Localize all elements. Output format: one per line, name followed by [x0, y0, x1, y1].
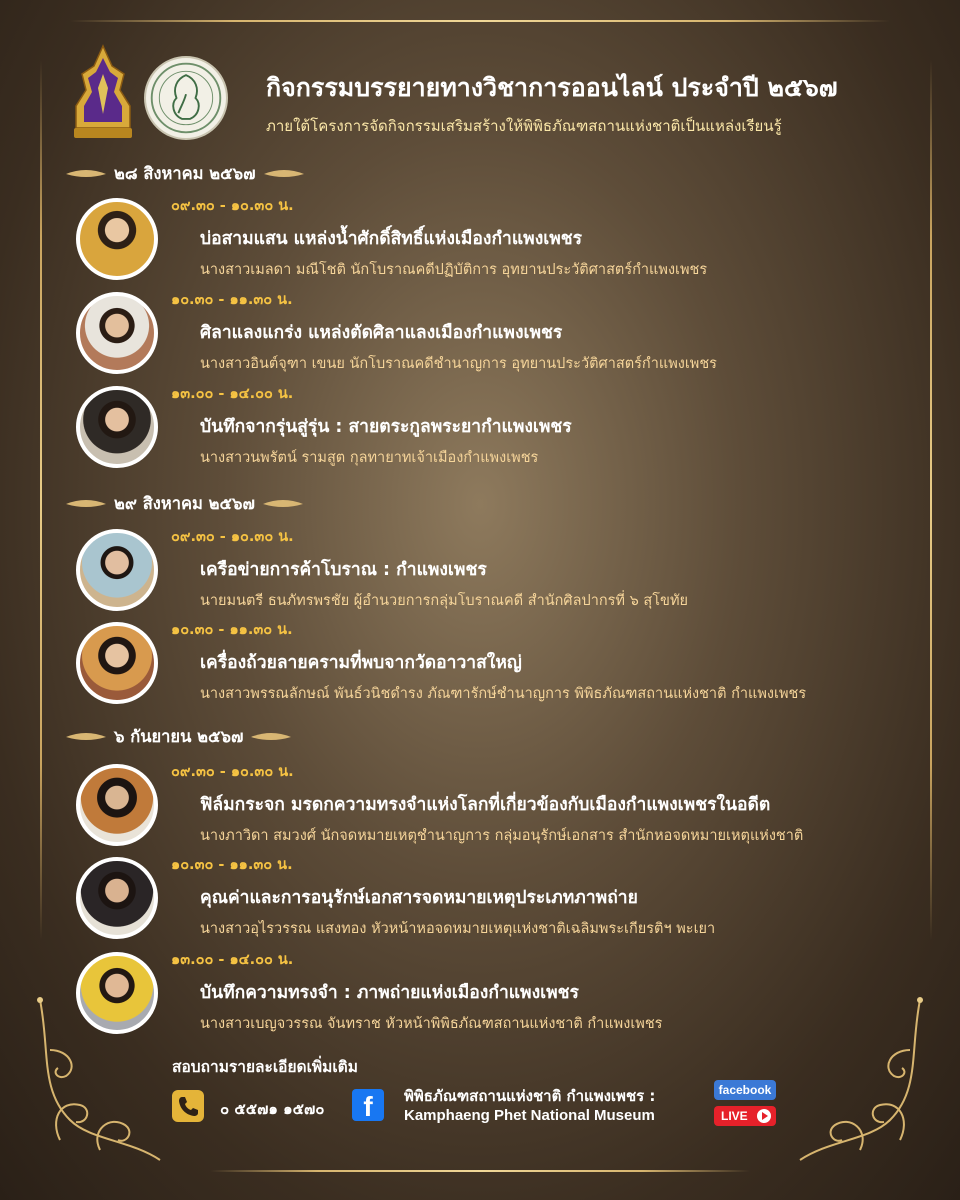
bottom-frame-line	[210, 1170, 750, 1172]
header	[70, 44, 930, 144]
session-item	[76, 292, 936, 388]
session-speaker: นางสาวอินต์จุฑา เขนย นักโบราณคดีชำนาญการ อุทยานประวัติศาสตร์กำแพงเพชร	[200, 356, 717, 372]
session-item	[76, 386, 936, 482]
phone-icon[interactable]	[172, 1090, 204, 1122]
top-frame-line	[70, 20, 890, 22]
session-item	[76, 622, 936, 718]
ornament-right-icon	[263, 498, 303, 510]
play-icon	[757, 1109, 771, 1123]
left-frame-line	[40, 60, 42, 940]
date-heading-day-2	[66, 490, 303, 518]
session-speaker: นางสาวเมลดา มณีโชติ นักโบราณคดีปฏิบัติการ อุทยานประวัติศาสตร์กำแพงเพชร	[200, 262, 708, 278]
ornament-right-icon	[251, 731, 291, 743]
session-item	[76, 198, 936, 294]
session-item	[76, 764, 936, 860]
session-time: ๑๐.๓๐ - ๑๑.๓๐ น.	[171, 622, 293, 638]
session-speaker: นางสาวอุไรวรรณ แสงทอง หัวหน้าหอจดหมายเหตุแห่งชาติเฉลิมพระเกียรติฯ พะเยา	[200, 921, 716, 937]
ornament-left-icon	[66, 168, 106, 180]
session-time: ๑๓.๐๐ - ๑๔.๐๐ น.	[171, 952, 294, 968]
session-topic: บันทึกจากรุ่นสู่รุ่น : สายตระกูลพระยากำแพงเพชร	[200, 417, 572, 437]
date-text: ๒๘ สิงหาคม ๒๕๖๗	[114, 164, 256, 183]
speaker-avatar	[76, 198, 158, 280]
session-speaker: นางภาวิดา สมวงศ์ นักจดหมายเหตุชำนาญการ กลุ่มอนุรักษ์เอกสาร สำนักหอจดหมายเหตุแห่งชาติ	[200, 828, 804, 844]
live-label: LIVE	[721, 1109, 748, 1123]
corner-swirl-right-icon	[780, 990, 930, 1170]
session-topic: บ่อสามแสน แหล่งน้ำศักดิ์สิทธิ์แห่งเมืองกำแพงเพชร	[200, 229, 583, 249]
session-time: ๑๓.๐๐ - ๑๔.๐๐ น.	[171, 386, 294, 402]
facebook-page-name-en[interactable]: Kamphaeng Phet National Museum	[404, 1107, 655, 1124]
session-time: ๐๙.๓๐ - ๑๐.๓๐ น.	[171, 198, 294, 214]
session-topic: ฟิล์มกระจก มรดกความทรงจำแห่งโลกที่เกี่ยวข้องกับเมืองกำแพงเพชรในอดีต	[200, 795, 771, 815]
speaker-avatar	[76, 292, 158, 374]
session-topic: เครื่องถ้วยลายครามที่พบจากวัดอาวาสใหญ่	[200, 653, 522, 673]
speaker-avatar	[76, 386, 158, 468]
facebook-badge[interactable]: facebook	[714, 1080, 776, 1100]
session-topic: ศิลาแลงแกร่ง แหล่งตัดศิลาแลงเมืองกำแพงเพชร	[200, 323, 563, 343]
facebook-icon[interactable]: f	[352, 1089, 384, 1121]
session-item	[76, 857, 936, 953]
page-title: กิจกรรมบรรยายทางวิชาการออนไลน์ ประจำปี ๒๕๖๗	[266, 73, 838, 102]
session-time: ๐๙.๓๐ - ๑๐.๓๐ น.	[171, 529, 294, 545]
session-topic: คุณค่าและการอนุรักษ์เอกสารจดหมายเหตุประเภทภาพถ่าย	[200, 888, 638, 908]
speaker-avatar	[76, 529, 158, 611]
date-heading-day-1	[66, 160, 304, 188]
session-item	[76, 529, 936, 625]
session-topic: เครือข่ายการค้าโบราณ : กำแพงเพชร	[200, 560, 487, 580]
speaker-avatar	[76, 857, 158, 939]
session-time: ๐๙.๓๐ - ๑๐.๓๐ น.	[171, 764, 294, 780]
facebook-page-name-th[interactable]: พิพิธภัณฑสถานแห่งชาติ กำแพงเพชร :	[404, 1087, 656, 1105]
session-speaker: นางสาวเบญจวรรณ จันทราช หัวหน้าพิพิธภัณฑสถานแห่งชาติ กำแพงเพชร	[200, 1016, 663, 1032]
session-speaker: นางสาวนพรัตน์ รามสูต กุลทายาทเจ้าเมืองกำแพงเพชร	[200, 450, 539, 466]
live-badge[interactable]	[714, 1106, 776, 1126]
ganesha-seal-logo	[144, 56, 228, 140]
date-heading-day-3	[66, 723, 291, 751]
fine-arts-department-logo	[72, 44, 134, 140]
session-speaker: นางสาวพรรณลักษณ์ พันธ์วนิชดำรง ภัณฑารักษ์ชำนาญการ พิพิธภัณฑสถานแห่งชาติ กำแพงเพชร	[200, 686, 807, 702]
session-speaker: นายมนตรี ธนภัทรพรชัย ผู้อำนวยการกลุ่มโบราณคดี สำนักศิลปากรที่ ๖ สุโขทัย	[200, 593, 688, 609]
contact-title: สอบถามรายละเอียดเพิ่มเติม	[172, 1058, 358, 1076]
corner-swirl-left-icon	[30, 990, 180, 1170]
ornament-right-icon	[264, 168, 304, 180]
session-time: ๑๐.๓๐ - ๑๑.๓๐ น.	[171, 292, 293, 308]
session-time: ๑๐.๓๐ - ๑๑.๓๐ น.	[171, 857, 293, 873]
speaker-avatar	[76, 622, 158, 704]
phone-number[interactable]: ๐ ๕๕๗๑ ๑๕๗๐	[220, 1100, 325, 1118]
date-text: ๒๙ สิงหาคม ๒๕๖๗	[114, 494, 255, 513]
ornament-left-icon	[66, 731, 106, 743]
ornament-left-icon	[66, 498, 106, 510]
date-text: ๖ กันยายน ๒๕๖๗	[114, 727, 244, 746]
speaker-avatar	[76, 764, 158, 846]
session-topic: บันทึกความทรงจำ : ภาพถ่ายแห่งเมืองกำแพงเพชร	[200, 983, 579, 1003]
page-subtitle: ภายใต้โครงการจัดกิจกรรมเสริมสร้างให้พิพิธภัณฑสถานแห่งชาติเป็นแหล่งเรียนรู้	[266, 117, 782, 135]
